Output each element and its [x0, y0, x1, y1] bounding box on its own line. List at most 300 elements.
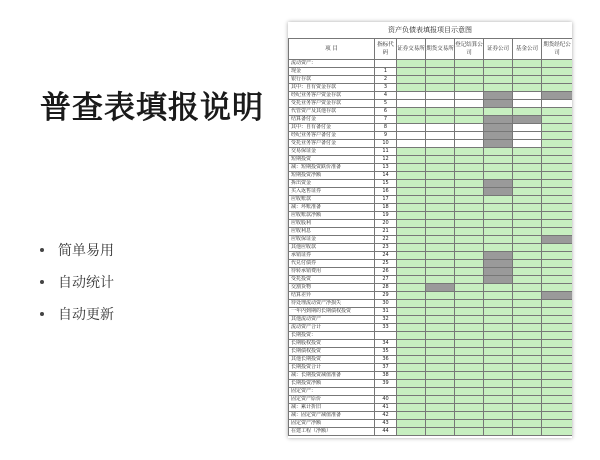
- fill-cell[interactable]: [484, 60, 513, 68]
- fill-cell[interactable]: [455, 164, 484, 172]
- fill-cell[interactable]: [455, 380, 484, 388]
- fill-cell[interactable]: [484, 212, 513, 220]
- fill-cell[interactable]: [542, 124, 573, 132]
- blank-cell[interactable]: [397, 140, 426, 148]
- blank-cell[interactable]: [397, 124, 426, 132]
- fill-cell[interactable]: [455, 156, 484, 164]
- fill-cell[interactable]: [455, 108, 484, 116]
- fill-cell[interactable]: [513, 148, 542, 156]
- fill-cell[interactable]: [484, 196, 513, 204]
- fill-cell[interactable]: [455, 212, 484, 220]
- fill-cell[interactable]: [397, 84, 426, 92]
- fill-cell[interactable]: [397, 316, 426, 324]
- fill-cell[interactable]: [484, 404, 513, 412]
- fill-cell[interactable]: [455, 204, 484, 212]
- fill-cell[interactable]: [426, 84, 455, 92]
- fill-cell[interactable]: [513, 292, 542, 300]
- fill-cell[interactable]: [455, 276, 484, 284]
- fill-cell[interactable]: [542, 380, 573, 388]
- fill-cell[interactable]: [397, 420, 426, 428]
- fill-cell[interactable]: [484, 364, 513, 372]
- excluded-cell[interactable]: [542, 236, 573, 244]
- blank-cell[interactable]: [513, 92, 542, 100]
- fill-cell[interactable]: [542, 404, 573, 412]
- fill-cell[interactable]: [455, 148, 484, 156]
- excluded-cell[interactable]: [484, 124, 513, 132]
- fill-cell[interactable]: [397, 404, 426, 412]
- fill-cell[interactable]: [542, 180, 573, 188]
- fill-cell[interactable]: [426, 148, 455, 156]
- fill-cell[interactable]: [484, 164, 513, 172]
- blank-cell[interactable]: [426, 124, 455, 132]
- fill-cell[interactable]: [397, 236, 426, 244]
- excluded-cell[interactable]: [426, 284, 455, 292]
- fill-cell[interactable]: [426, 316, 455, 324]
- fill-cell[interactable]: [455, 228, 484, 236]
- fill-cell[interactable]: [455, 420, 484, 428]
- fill-cell[interactable]: [455, 356, 484, 364]
- fill-cell[interactable]: [397, 332, 426, 340]
- blank-cell[interactable]: [513, 140, 542, 148]
- fill-cell[interactable]: [542, 356, 573, 364]
- fill-cell[interactable]: [484, 204, 513, 212]
- fill-cell[interactable]: [426, 260, 455, 268]
- excluded-cell[interactable]: [484, 180, 513, 188]
- excluded-cell[interactable]: [484, 188, 513, 196]
- fill-cell[interactable]: [397, 412, 426, 420]
- blank-cell[interactable]: [455, 92, 484, 100]
- fill-cell[interactable]: [397, 300, 426, 308]
- fill-cell[interactable]: [484, 372, 513, 380]
- fill-cell[interactable]: [542, 284, 573, 292]
- fill-cell[interactable]: [455, 260, 484, 268]
- excluded-cell[interactable]: [484, 116, 513, 124]
- fill-cell[interactable]: [397, 172, 426, 180]
- fill-cell[interactable]: [455, 404, 484, 412]
- fill-cell[interactable]: [484, 228, 513, 236]
- fill-cell[interactable]: [484, 300, 513, 308]
- fill-cell[interactable]: [397, 180, 426, 188]
- blank-cell[interactable]: [455, 132, 484, 140]
- fill-cell[interactable]: [513, 420, 542, 428]
- blank-cell[interactable]: [426, 140, 455, 148]
- fill-cell[interactable]: [542, 276, 573, 284]
- fill-cell[interactable]: [484, 156, 513, 164]
- fill-cell[interactable]: [542, 132, 573, 140]
- fill-cell[interactable]: [513, 356, 542, 364]
- fill-cell[interactable]: [513, 252, 542, 260]
- fill-cell[interactable]: [455, 196, 484, 204]
- fill-cell[interactable]: [455, 292, 484, 300]
- fill-cell[interactable]: [426, 348, 455, 356]
- fill-cell[interactable]: [484, 348, 513, 356]
- fill-cell[interactable]: [513, 404, 542, 412]
- fill-cell[interactable]: [397, 76, 426, 84]
- fill-cell[interactable]: [397, 324, 426, 332]
- excluded-cell[interactable]: [484, 140, 513, 148]
- fill-cell[interactable]: [455, 76, 484, 84]
- row-label: 减：长期投资减值准备: [289, 372, 375, 380]
- fill-cell[interactable]: [484, 340, 513, 348]
- fill-cell[interactable]: [426, 196, 455, 204]
- excluded-cell[interactable]: [484, 132, 513, 140]
- fill-cell[interactable]: [455, 268, 484, 276]
- fill-cell[interactable]: [397, 148, 426, 156]
- fill-cell[interactable]: [542, 68, 573, 76]
- fill-cell[interactable]: [426, 76, 455, 84]
- fill-cell[interactable]: [426, 252, 455, 260]
- fill-cell[interactable]: [397, 372, 426, 380]
- fill-cell[interactable]: [542, 260, 573, 268]
- blank-cell[interactable]: [397, 100, 426, 108]
- fill-cell[interactable]: [455, 388, 484, 396]
- fill-cell[interactable]: [455, 428, 484, 436]
- row-label: 短期投资: [289, 156, 375, 164]
- fill-cell[interactable]: [484, 428, 513, 436]
- blank-cell[interactable]: [426, 92, 455, 100]
- fill-cell[interactable]: [397, 308, 426, 316]
- fill-cell[interactable]: [455, 300, 484, 308]
- fill-cell[interactable]: [484, 324, 513, 332]
- fill-cell[interactable]: [426, 268, 455, 276]
- fill-cell[interactable]: [542, 188, 573, 196]
- fill-cell[interactable]: [513, 316, 542, 324]
- fill-cell[interactable]: [542, 204, 573, 212]
- fill-cell[interactable]: [513, 108, 542, 116]
- fill-cell[interactable]: [397, 244, 426, 252]
- fill-cell[interactable]: [542, 316, 573, 324]
- fill-cell[interactable]: [513, 364, 542, 372]
- fill-cell[interactable]: [513, 212, 542, 220]
- fill-cell[interactable]: [455, 348, 484, 356]
- fill-cell[interactable]: [426, 404, 455, 412]
- fill-cell[interactable]: [426, 236, 455, 244]
- fill-cell[interactable]: [484, 388, 513, 396]
- fill-cell[interactable]: [455, 236, 484, 244]
- fill-cell[interactable]: [513, 300, 542, 308]
- fill-cell[interactable]: [397, 212, 426, 220]
- fill-cell[interactable]: [513, 220, 542, 228]
- fill-cell[interactable]: [484, 76, 513, 84]
- fill-cell[interactable]: [542, 372, 573, 380]
- fill-cell[interactable]: [397, 228, 426, 236]
- fill-cell[interactable]: [513, 348, 542, 356]
- blank-cell[interactable]: [455, 100, 484, 108]
- fill-cell[interactable]: [484, 396, 513, 404]
- fill-cell[interactable]: [426, 388, 455, 396]
- excluded-cell[interactable]: [513, 116, 542, 124]
- fill-cell[interactable]: [426, 292, 455, 300]
- fill-cell[interactable]: [397, 252, 426, 260]
- fill-cell[interactable]: [484, 244, 513, 252]
- fill-cell[interactable]: [426, 364, 455, 372]
- fill-cell[interactable]: [542, 308, 573, 316]
- fill-cell[interactable]: [397, 396, 426, 404]
- fill-cell[interactable]: [542, 244, 573, 252]
- blank-cell[interactable]: [397, 132, 426, 140]
- fill-cell[interactable]: [397, 340, 426, 348]
- fill-cell[interactable]: [397, 116, 426, 124]
- fill-cell[interactable]: [542, 196, 573, 204]
- fill-cell[interactable]: [542, 268, 573, 276]
- fill-cell[interactable]: [426, 60, 455, 68]
- fill-cell[interactable]: [426, 308, 455, 316]
- fill-cell[interactable]: [397, 156, 426, 164]
- fill-cell[interactable]: [484, 284, 513, 292]
- fill-cell[interactable]: [426, 300, 455, 308]
- fill-cell[interactable]: [397, 164, 426, 172]
- fill-cell[interactable]: [455, 172, 484, 180]
- table-row: [289, 284, 573, 292]
- fill-cell[interactable]: [426, 108, 455, 116]
- fill-cell[interactable]: [455, 116, 484, 124]
- fill-cell[interactable]: [542, 212, 573, 220]
- fill-cell[interactable]: [484, 292, 513, 300]
- fill-cell[interactable]: [426, 420, 455, 428]
- fill-cell[interactable]: [542, 348, 573, 356]
- fill-cell[interactable]: [397, 428, 426, 436]
- fill-cell[interactable]: [513, 68, 542, 76]
- fill-cell[interactable]: [397, 196, 426, 204]
- fill-cell[interactable]: [484, 412, 513, 420]
- fill-cell[interactable]: [513, 372, 542, 380]
- fill-cell[interactable]: [455, 252, 484, 260]
- fill-cell[interactable]: [513, 268, 542, 276]
- fill-cell[interactable]: [426, 180, 455, 188]
- blank-cell[interactable]: [397, 92, 426, 100]
- fill-cell[interactable]: [542, 396, 573, 404]
- feature-label: 简单易用: [58, 243, 114, 259]
- fill-cell[interactable]: [397, 276, 426, 284]
- row-code: 19: [375, 212, 397, 220]
- fill-cell[interactable]: [484, 148, 513, 156]
- excluded-cell[interactable]: [484, 260, 513, 268]
- fill-cell[interactable]: [455, 84, 484, 92]
- fill-cell[interactable]: [426, 212, 455, 220]
- table-row: [289, 220, 573, 228]
- fill-cell[interactable]: [542, 76, 573, 84]
- fill-cell[interactable]: [513, 276, 542, 284]
- fill-cell[interactable]: [513, 204, 542, 212]
- fill-cell[interactable]: [397, 220, 426, 228]
- blank-cell[interactable]: [426, 132, 455, 140]
- fill-cell[interactable]: [513, 388, 542, 396]
- fill-cell[interactable]: [542, 228, 573, 236]
- excluded-cell[interactable]: [542, 92, 573, 100]
- fill-cell[interactable]: [484, 68, 513, 76]
- fill-cell[interactable]: [513, 324, 542, 332]
- fill-cell[interactable]: [426, 324, 455, 332]
- fill-cell[interactable]: [397, 68, 426, 76]
- table-row: [289, 76, 573, 84]
- fill-cell[interactable]: [455, 284, 484, 292]
- fill-cell[interactable]: [542, 84, 573, 92]
- excluded-cell[interactable]: [484, 268, 513, 276]
- fill-cell[interactable]: [397, 260, 426, 268]
- fill-cell[interactable]: [513, 196, 542, 204]
- fill-cell[interactable]: [542, 172, 573, 180]
- fill-cell[interactable]: [397, 204, 426, 212]
- fill-cell[interactable]: [513, 172, 542, 180]
- fill-cell[interactable]: [513, 188, 542, 196]
- fill-cell[interactable]: [484, 236, 513, 244]
- blank-cell[interactable]: [426, 100, 455, 108]
- fill-cell[interactable]: [397, 364, 426, 372]
- fill-cell[interactable]: [513, 260, 542, 268]
- fill-cell[interactable]: [426, 204, 455, 212]
- fill-cell[interactable]: [542, 164, 573, 172]
- fill-cell[interactable]: [542, 108, 573, 116]
- fill-cell[interactable]: [542, 420, 573, 428]
- excluded-cell[interactable]: [542, 292, 573, 300]
- fill-cell[interactable]: [426, 68, 455, 76]
- fill-cell[interactable]: [542, 388, 573, 396]
- fill-cell[interactable]: [542, 252, 573, 260]
- fill-cell[interactable]: [455, 316, 484, 324]
- fill-cell[interactable]: [513, 308, 542, 316]
- blank-cell[interactable]: [455, 140, 484, 148]
- fill-cell[interactable]: [397, 380, 426, 388]
- fill-cell[interactable]: [397, 292, 426, 300]
- fill-cell[interactable]: [484, 84, 513, 92]
- excluded-cell[interactable]: [484, 252, 513, 260]
- fill-cell[interactable]: [513, 340, 542, 348]
- fill-cell[interactable]: [455, 340, 484, 348]
- row-label: 经纪业务客户备付金: [289, 132, 375, 140]
- fill-cell[interactable]: [455, 244, 484, 252]
- fill-cell[interactable]: [484, 380, 513, 388]
- fill-cell[interactable]: [484, 108, 513, 116]
- fill-cell[interactable]: [484, 316, 513, 324]
- fill-cell[interactable]: [397, 348, 426, 356]
- fill-cell[interactable]: [542, 428, 573, 436]
- row-label: 承销证券: [289, 252, 375, 260]
- table-row: [289, 180, 573, 188]
- fill-cell[interactable]: [455, 180, 484, 188]
- fill-cell[interactable]: [397, 60, 426, 68]
- fill-cell[interactable]: [513, 332, 542, 340]
- fill-cell[interactable]: [455, 188, 484, 196]
- fill-cell[interactable]: [426, 428, 455, 436]
- table-row: [289, 348, 573, 356]
- fill-cell[interactable]: [513, 164, 542, 172]
- table-row: [289, 188, 573, 196]
- fill-cell[interactable]: [513, 76, 542, 84]
- fill-cell[interactable]: [426, 276, 455, 284]
- fill-cell[interactable]: [397, 388, 426, 396]
- fill-cell[interactable]: [426, 332, 455, 340]
- fill-cell[interactable]: [397, 188, 426, 196]
- excluded-cell[interactable]: [484, 100, 513, 108]
- fill-cell[interactable]: [513, 412, 542, 420]
- fill-cell[interactable]: [484, 172, 513, 180]
- fill-cell[interactable]: [513, 396, 542, 404]
- fill-cell[interactable]: [542, 220, 573, 228]
- blank-cell[interactable]: [513, 124, 542, 132]
- fill-cell[interactable]: [455, 372, 484, 380]
- row-code: 16: [375, 188, 397, 196]
- fill-cell[interactable]: [397, 268, 426, 276]
- fill-cell[interactable]: [513, 60, 542, 68]
- fill-cell[interactable]: [426, 164, 455, 172]
- blank-cell[interactable]: [542, 100, 573, 108]
- fill-cell[interactable]: [513, 284, 542, 292]
- fill-cell[interactable]: [542, 156, 573, 164]
- fill-cell[interactable]: [542, 412, 573, 420]
- fill-cell[interactable]: [542, 148, 573, 156]
- fill-cell[interactable]: [513, 156, 542, 164]
- fill-cell[interactable]: [542, 332, 573, 340]
- blank-cell[interactable]: [513, 100, 542, 108]
- fill-cell[interactable]: [426, 228, 455, 236]
- fill-cell[interactable]: [397, 284, 426, 292]
- fill-cell[interactable]: [455, 220, 484, 228]
- blank-cell[interactable]: [455, 124, 484, 132]
- table-row: [289, 116, 573, 124]
- fill-cell[interactable]: [397, 108, 426, 116]
- fill-cell[interactable]: [513, 84, 542, 92]
- fill-cell[interactable]: [426, 188, 455, 196]
- excluded-cell[interactable]: [484, 92, 513, 100]
- fill-cell[interactable]: [455, 396, 484, 404]
- fill-cell[interactable]: [484, 332, 513, 340]
- blank-cell[interactable]: [513, 132, 542, 140]
- fill-cell[interactable]: [426, 116, 455, 124]
- table-row: [289, 380, 573, 388]
- fill-cell[interactable]: [426, 356, 455, 364]
- fill-cell[interactable]: [542, 116, 573, 124]
- fill-cell[interactable]: [513, 244, 542, 252]
- fill-cell[interactable]: [513, 380, 542, 388]
- row-code: 26: [375, 268, 397, 276]
- fill-cell[interactable]: [513, 236, 542, 244]
- fill-cell[interactable]: [542, 340, 573, 348]
- fill-cell[interactable]: [455, 412, 484, 420]
- fill-cell[interactable]: [426, 172, 455, 180]
- fill-cell[interactable]: [542, 140, 573, 148]
- fill-cell[interactable]: [426, 220, 455, 228]
- table-row: [289, 308, 573, 316]
- fill-cell[interactable]: [397, 356, 426, 364]
- fill-cell[interactable]: [513, 180, 542, 188]
- fill-cell[interactable]: [542, 364, 573, 372]
- fill-cell[interactable]: [426, 412, 455, 420]
- fill-cell[interactable]: [426, 244, 455, 252]
- table-row: [289, 84, 573, 92]
- fill-cell[interactable]: [455, 308, 484, 316]
- fill-cell[interactable]: [455, 60, 484, 68]
- fill-cell[interactable]: [542, 324, 573, 332]
- fill-cell[interactable]: [455, 68, 484, 76]
- fill-cell[interactable]: [426, 156, 455, 164]
- fill-cell[interactable]: [426, 380, 455, 388]
- fill-cell[interactable]: [484, 308, 513, 316]
- fill-cell[interactable]: [542, 60, 573, 68]
- fill-cell[interactable]: [484, 420, 513, 428]
- fill-cell[interactable]: [455, 324, 484, 332]
- excluded-cell[interactable]: [484, 276, 513, 284]
- fill-cell[interactable]: [513, 428, 542, 436]
- fill-cell[interactable]: [484, 356, 513, 364]
- fill-cell[interactable]: [513, 228, 542, 236]
- fill-cell[interactable]: [542, 300, 573, 308]
- fill-cell[interactable]: [455, 332, 484, 340]
- fill-cell[interactable]: [426, 372, 455, 380]
- fill-cell[interactable]: [455, 364, 484, 372]
- fill-cell[interactable]: [426, 396, 455, 404]
- fill-cell[interactable]: [484, 220, 513, 228]
- fill-cell[interactable]: [426, 340, 455, 348]
